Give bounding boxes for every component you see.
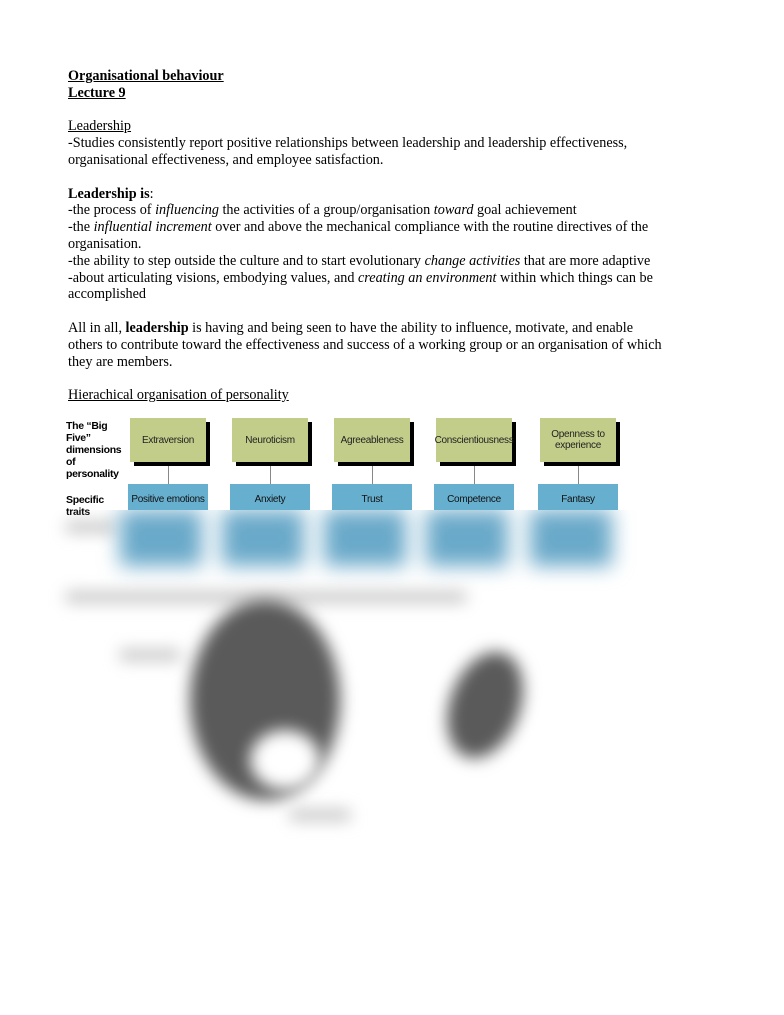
- leadership-item: -the ability to step outside the culture and to start evolutionary change activities that are more adaptive: [68, 252, 651, 269]
- trait-box-competence: Competence: [434, 484, 514, 510]
- trait-box-positive-emotions: Positive emotions: [128, 484, 208, 510]
- blurred-text: [290, 810, 350, 820]
- blurred-figure: [433, 641, 536, 768]
- leadership-item: -the process of influencing the activities of a group/organisation toward goal achievement: [68, 202, 577, 219]
- dimension-box-agreeableness: Agreeableness: [334, 418, 410, 462]
- lecture-number: Lecture 9: [68, 84, 126, 101]
- leadership-item: -about articulating visions, embodying values, and creating an environment within which things can be accomplished: [68, 269, 653, 303]
- leadership-intro: -Studies consistently report positive relationships between leadership and leadership effectiveness, organisational effectiveness, and employee satisfaction.: [68, 135, 628, 168]
- leadership-is-heading: Leadership is:: [68, 185, 154, 202]
- dimension-box-neuroticism: Neuroticism: [232, 418, 308, 462]
- leadership-heading: Leadership: [68, 118, 132, 135]
- dimension-box-conscientiousness: Conscientiousness: [436, 418, 512, 462]
- connector-line: [168, 466, 169, 484]
- traits-label: Specific traits: [66, 494, 104, 518]
- connector-line: [372, 466, 373, 484]
- big-five-diagram: [66, 418, 646, 518]
- document-title: Organisational behaviour: [68, 68, 224, 84]
- trait-box-fantasy: Fantasy: [538, 484, 618, 510]
- connector-line: [474, 466, 475, 484]
- dimension-box-openness: Openness to experience: [540, 418, 616, 462]
- connector-line: [270, 466, 271, 484]
- blurred-figure-gap: [250, 730, 320, 790]
- leadership-summary: All in all, leadership is having and being seen to have the ability to influence, motivate, and enable others to contribute toward the effectiveness and success of a working group or an organisation of which they are members.: [68, 319, 662, 370]
- blurred-preview-region: [0, 510, 784, 850]
- document-body: [68, 68, 668, 404]
- blurred-text: [120, 650, 180, 660]
- dimensions-label: The “Big Five” dimensions of personality: [66, 420, 122, 480]
- connector-line: [578, 466, 579, 484]
- blurred-trait-boxes: [120, 510, 640, 580]
- personality-heading: Hierachical organisation of personality: [68, 387, 289, 404]
- leadership-item: -the influential increment over and above the mechanical compliance with the routine directives of the organisation.: [68, 219, 649, 252]
- dimension-box-extraversion: Extraversion: [130, 418, 206, 462]
- trait-box-anxiety: Anxiety: [230, 484, 310, 510]
- blurred-text: [66, 522, 116, 532]
- trait-box-trust: Trust: [332, 484, 412, 510]
